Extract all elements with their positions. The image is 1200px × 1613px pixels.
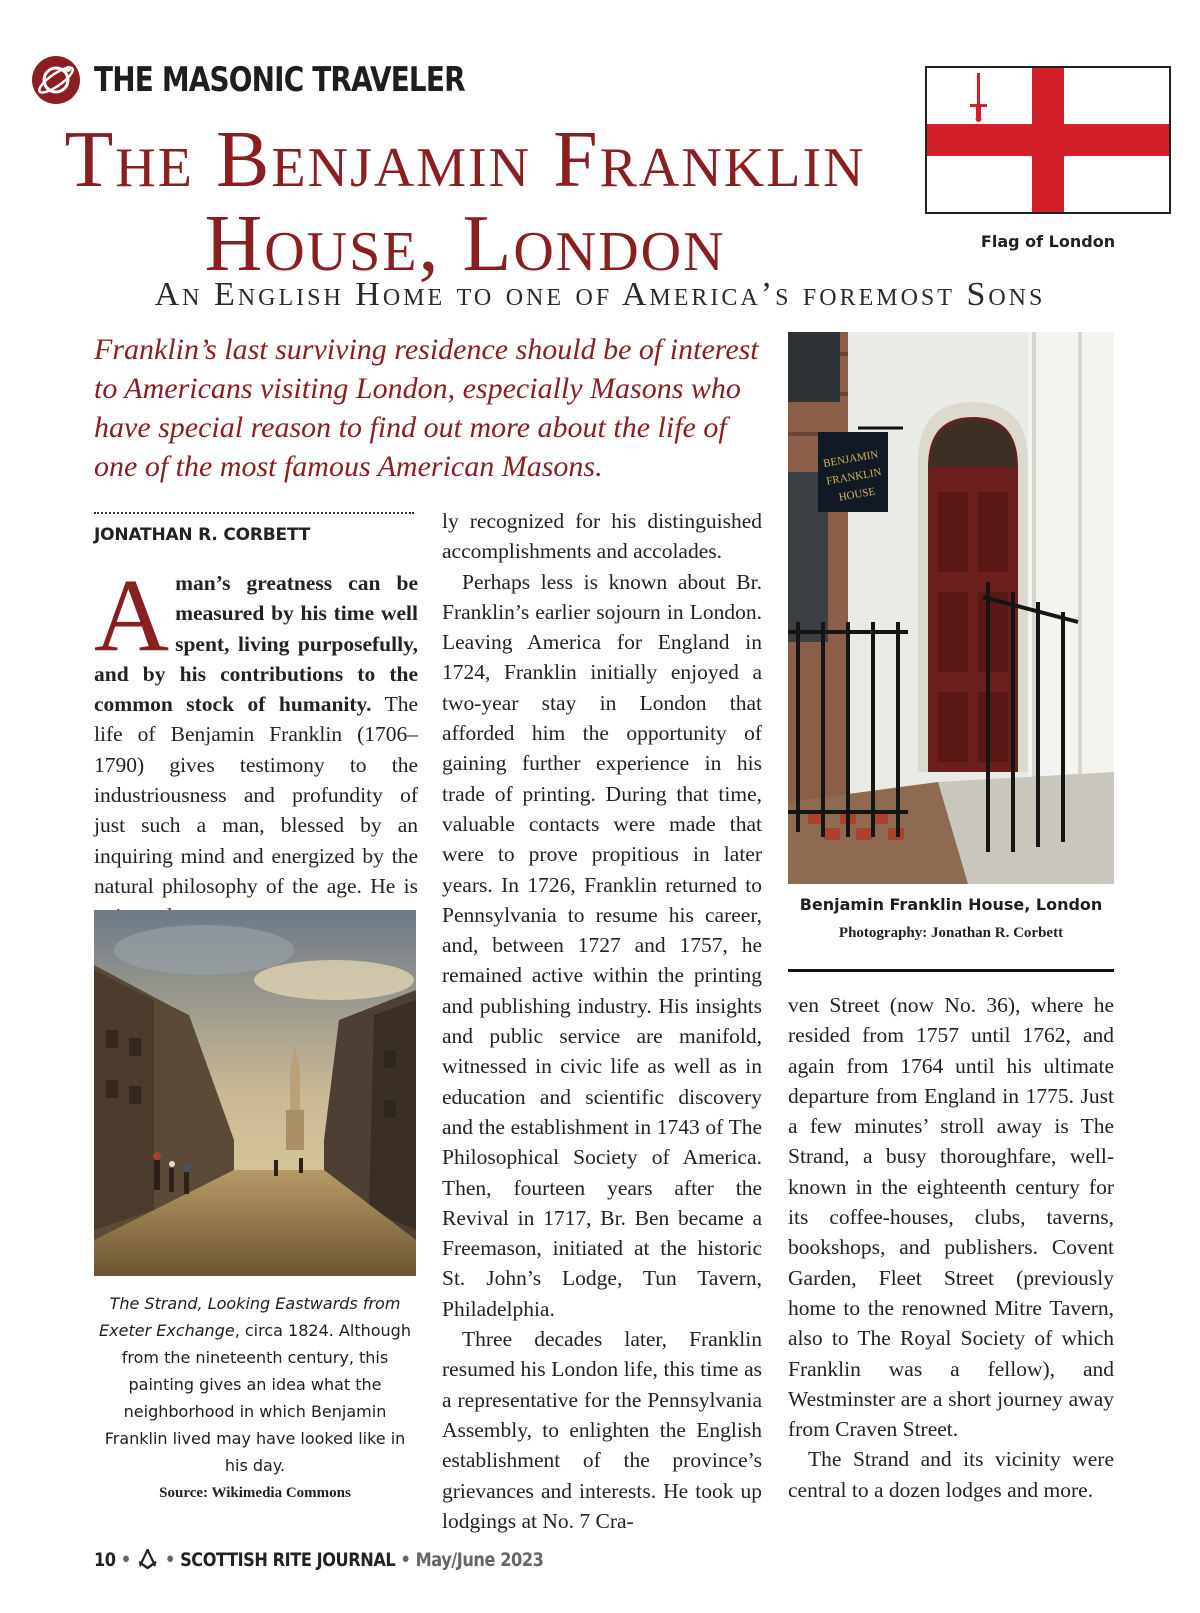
painting-caption	[94, 1290, 416, 1479]
paragraph-1-continued: ly recognized for his distinguished accomplishments and accolades.	[442, 509, 762, 564]
byline: JONATHAN R. CORBETT	[94, 525, 311, 545]
column-rule	[788, 969, 1114, 972]
svg-text:FRANKLIN: FRANKLIN	[825, 466, 883, 488]
article-column-3	[788, 990, 1114, 1505]
paragraph-2: Perhaps less is known about Br. Franklin’s earlier sojourn in London. Leaving America for England in 1724, Franklin initially enjoyed a two-year stay in London that afforded him the opportunity of gaining further experience in his trade of printing. During that time, valuable contacts were made that were to prove propitious in later years. In 1726, Franklin returned to Pennsylvania to resume his career, and, between 1727 and 1757, he remained active within the printing and publishing industry. His insights and public service are manifold, witnessed in civic life as well as in education and scientific discovery and the establishment in 1743 of The Philosophical Society of America. Then, fourteen years after the Revival in 1717, Br. Ben became a Freemason, initiated at the historic St. John’s Lodge, Tun Tavern, Philadelphia.	[442, 569, 762, 1321]
page-title: The Benjamin Franklin House, London	[64, 116, 866, 288]
drop-cap: A	[94, 558, 170, 673]
article-column-2	[442, 506, 762, 1536]
svg-text:BENJAMIN: BENJAMIN	[822, 448, 880, 470]
photo-caption: Benjamin Franklin House, London	[799, 895, 1103, 914]
paragraph-3-continued: ven Street (now No. 36), where he resided from 1757 until 1762, and again from 1764 until his ultimate departure from England in 1775. Just a few minutes’ stroll away is The Strand, a busy thoroughfare, well-known in the eighteenth century for its coffee-houses, clubs, taverns, bookshops, and publishers. Covent Garden, Fleet Street (previously home to the renowned Mitre Tavern, also to The Royal Society of which Franklin was a fellow), and Westminster are a short journey away from Craven Street.	[788, 993, 1114, 1442]
photo-credit: Photography: Jonathan R. Corbett	[838, 925, 1064, 941]
square-compass-icon	[136, 1549, 160, 1571]
section-title: THE MASONIC TRAVELER	[94, 60, 465, 100]
photo-franklin-house	[788, 332, 1114, 884]
article-column-1	[94, 558, 418, 932]
intro-text: Franklin’s last surviving residence should be of interest to Americans visiting London, especially Masons who have special reason to find out more about the life of one of the most famous American Masons.	[94, 333, 759, 483]
paragraph-1	[94, 558, 418, 932]
subtitle: An English Home to one of America’s foremost Sons	[154, 276, 1046, 313]
paragraph-3: Three decades later, Franklin resumed his London life, this time as a representative for the Pennsylvania Assembly, to enlighten the English establishment of the province’s grievances and interests. He took up lodgings at No. 7 Cra-	[442, 1327, 762, 1533]
lead-sentence: man’s greatness can be measured by his time well spent, living purposefully, and by his contributions to the common stock of humanity.	[94, 571, 418, 717]
painting-the-strand	[94, 910, 416, 1276]
painting-source: Source: Wikimedia Commons	[159, 1485, 351, 1501]
page-footer: 10 • • SCOTTISH RITE JOURNAL • May/June 2023	[94, 1549, 544, 1571]
journal-name: SCOTTISH RITE JOURNAL	[180, 1549, 396, 1571]
globe-logo-icon	[32, 56, 80, 104]
painting-caption-text: , circa 1824. Although from the nineteenth century, this painting gives an idea what the neighborhood in which Benjamin Franklin lived may have looked like in his day.	[104, 1321, 411, 1475]
paragraph-4: The Strand and its vicinity were central to a dozen lodges and more.	[788, 1447, 1114, 1502]
flag-of-london	[925, 66, 1171, 214]
byline-divider	[94, 512, 414, 514]
page-number: 10	[94, 1549, 116, 1571]
painting-caption-title: The Strand, Looking Eastwards from Exeter Exchange	[99, 1294, 401, 1340]
flag-image	[927, 68, 1169, 212]
flag-caption: Flag of London	[980, 232, 1116, 251]
paragraph-1-text: The life of Benjamin Franklin (1706–1790) gives testimony to the industriousness and profundity of just such a man, blessed by an inquiring mind and energized by the natural philosophy of the age. He is	[94, 692, 418, 898]
svg-text:HOUSE: HOUSE	[837, 485, 877, 504]
issue-date: May/June 2023	[415, 1549, 544, 1571]
